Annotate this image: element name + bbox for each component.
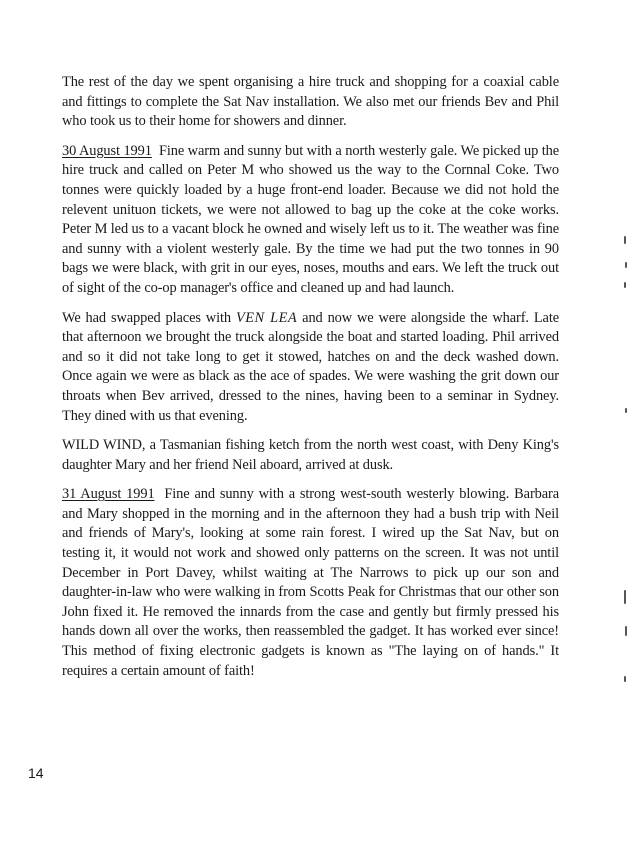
paragraph-2-text: Fine warm and sunny but with a north westerly gale. We picked up the hire truck and called on Peter M who showed us the way to the Cornnal Coke. Two tonnes were quickly loaded by a huge front-end loader. Because we did not hold the relevent unituon tickets, we were not allowed to bag up the coke at the coke works. Peter M led us to a vacant block he owned and wisely left us to it. The weather was fine and sunny with a violent westerly gale. By the time we had put the two tonnes in 90 bags we were black, with grit in our eyes, noses, mouths and ears. We left the truck out of sight of the co-op manager's office and cleaned up and had launch.: [62, 142, 560, 296]
page-number: 14: [28, 765, 44, 781]
paragraph-3: [62, 309, 559, 427]
paragraph-1-text: The rest of the day we spent organising a hire truck and shopping for a coaxial cable and fittings to complete the Sat Nav installation. We also met our friends Bev and Phil who took us to their home for showers and dinner.: [62, 74, 559, 130]
scan-margin-mark: [625, 262, 627, 268]
paragraph-4-text: WILD WIND, a Tasmanian fishing ketch from the north west coast, with Deny King's daughter Mary and her friend Neil aboard, arrived at dusk.: [62, 437, 559, 473]
paragraph-3-before: We had swapped places with: [62, 309, 231, 326]
paragraph-5: [62, 485, 559, 681]
scan-margin-mark: [624, 590, 626, 604]
date-heading-31-august: 31 August 1991: [62, 486, 155, 503]
paragraph-3-after: and now we were alongside the wharf. Late that afternoon we brought the truck alongside the boat and started loading. Phil arrived and so it did not take long to get it stowed, hatches on and the deck washed down. Once again we were as black as the ace of spades. We were washing the grit down our throats when Bev arrived, dressed to the nines, having been to a seminar in Sydney. They dined with us that evening.: [62, 309, 560, 424]
paragraph-5-text: Fine and sunny with a strong west-south westerly blowing. Barbara and Mary shopped in the morning and in the afternoon they had a bush trip with Neil and friends of Mary's, looking at some rain forest. I wired up the Sat Nav, but on testing it, it would not work and showed only patterns on the screen. It was not until December in Port Davey, whilst waiting at The Narrows to pick up our son and daughter-in-law who were walking in from Scotts Peak for Christmas that our other son John fixed it. He removed the innards from the case and gently but firmly pressed his hands down all over the works, then reassembled the gadget. It has worked ever since! This method of fixing electronic gadgets is known as "The laying on of hands." It requires a certain amount of faith!: [62, 486, 559, 679]
scan-margin-mark: [625, 626, 627, 636]
paragraph-1: [62, 73, 559, 132]
scan-margin-mark: [624, 236, 626, 244]
scan-margin-mark: [624, 282, 626, 288]
paragraph-2: [62, 142, 559, 299]
date-heading-30-august: 30 August 1991: [62, 142, 152, 159]
boat-name-ven-lea: VEN LEA: [235, 309, 298, 326]
scan-margin-mark: [625, 408, 627, 413]
body-text: [62, 73, 559, 691]
paragraph-4: [62, 436, 559, 475]
scan-margin-mark: [624, 676, 626, 682]
